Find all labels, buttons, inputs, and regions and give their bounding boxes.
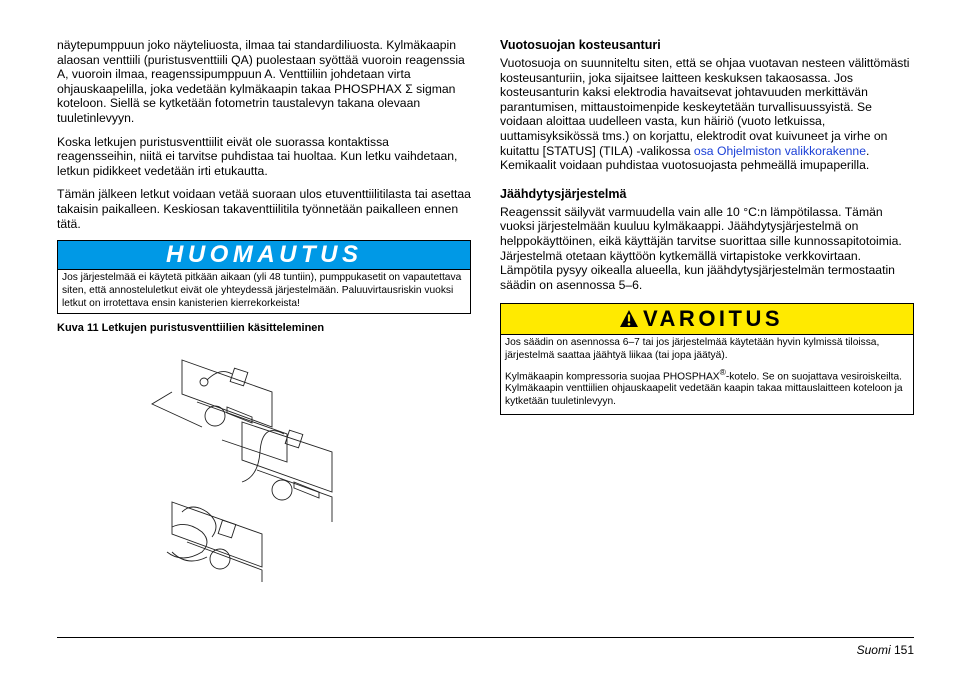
section-heading: Vuotosuojan kosteusanturi xyxy=(500,38,661,52)
warning-paragraph xyxy=(505,366,909,409)
left-column xyxy=(57,38,471,334)
paragraph: Koska letkujen puristusventtiilit eivät ole suorassa kontaktissa reagensseihin, niitä ei tarvitse puhdistaa tai huoltaa. Kun letku vaihdetaan, letkun pidikkeet vedetään irti etukautta. xyxy=(57,134,458,178)
software-menu-link[interactable]: osa Ohjelmiston valikkorakenne xyxy=(693,143,866,158)
section-heading: Jäähdytysjärjestelmä xyxy=(500,186,627,201)
paragraph: Tämän jälkeen letkut voidaan vetää suoraan ulos etuventtiilitilasta tai asettaa takaisin paikalleen. Keskiosan takaventtiilitila työnnetään paikalleen ennen tätä. xyxy=(57,187,471,231)
page-number: 151 xyxy=(893,643,914,657)
warning-box xyxy=(500,303,914,414)
registered-mark: ® xyxy=(719,366,726,377)
warning-text-part: Kylmäkaapin kompressoria suojaa PHOSPHAX xyxy=(505,370,720,382)
note-box xyxy=(57,240,471,313)
warning-text xyxy=(501,335,913,413)
warning-header xyxy=(501,304,913,335)
footer-divider xyxy=(57,637,914,638)
warning-text-part: -kotelo. Se on suojattava vesiroiskeilta. Kylmäkaapin venttiilien ohjauskaapelit vedetään kaapin takaa mittauslaitteen koteloon ja kytketään tuuletinlevyyn. xyxy=(505,370,903,408)
paragraph: näytepumppuun joko näyteliuosta, ilmaa tai standardiliuosta. Kylmäkaapin alaosan venttiili (puristusventtiili QA) puolestaan syöttää vuoroin reagenssia A, vuoroin ilmaa, reagenssipumppuun A. Venttiiliin johdetaan virta ohjauskaapelilla, joka vedetään kylmäkaapin takaa PHOSPHAX Σ sigman koteloon. Siellä se kytketään fotometrin taustalevyn takana olevaan tuuletinlevyyn. xyxy=(57,38,465,125)
warning-icon xyxy=(619,309,639,329)
pinch-valve-illustration xyxy=(112,352,342,584)
note-text: Jos järjestelmää ei käytetä pitkään aikaan (yli 48 tuntiin), pumppukasetit on vapautettava siten, että annosteluletkut eivät ole yhteydessä järjestelmään. Paluuvirtausriskin vuoksi letkut on irrotettava ensin kanisterien kierrekorkeista! xyxy=(62,272,462,309)
paragraph xyxy=(500,56,914,173)
footer-language: Suomi xyxy=(856,643,891,657)
warning-title: VAROITUS xyxy=(643,306,784,332)
figure-caption: Kuva 11 Letkujen puristusventtiilien käsitteleminen xyxy=(57,321,325,334)
warning-paragraph: Jos säädin on asennossa 6–7 tai jos järjestelmää käytetään hyvin kylmissä tiloissa, järjestelmä saattaa jäähtyä liikaa (tai jopa jäätyä). xyxy=(505,337,880,361)
note-title: HUOMAUTUS xyxy=(58,241,470,270)
right-column xyxy=(500,38,914,415)
paragraph: Reagenssit säilyvät varmuudella vain alle 10 °C:n lämpötilassa. Tämän vuoksi järjestelmään kuuluu kylmäkaappi. Jäähdytysjärjestelmä on helppokäyttöinen, eikä käyttäjän tarvitse suorittaa sille kunnossapitotoimia. Järjestelmä otetaan käyttöön kytkemällä virtapistoke verkkovirtaan. Lämpötila pysyy oikealla alueella, kun jäähdytysjärjestelmän termostaatin säädin on asennossa 5–6. xyxy=(500,204,902,292)
paragraph-text: Vuotosuoja on suunniteltu siten, että se ohjaa vuotavan nesteen välittömästi kosteusanturiin, joka sijaitsee laitteen keskuksen takaosassa. Jos kosteusanturin kaksi elektrodia havaitsevat johtavuuden merkittävän parantumisen, mittaustoimenpide keskeytetään turvallisuussyistä. Se voidaan aloittaa uudelleen vasta, kun häiriö (vuoto letkuissa, uuttamisyksikössä tms.) on korjattu, elektrodit ovat kuivuneet ja virhe on kuitattu [STATUS] (TILA) -valikossa xyxy=(500,56,910,158)
paragraph-text: . Kemikaalit voidaan puhdistaa vuotosuojasta pehmeällä imupaperilla. xyxy=(500,143,870,173)
page-footer xyxy=(857,643,914,657)
